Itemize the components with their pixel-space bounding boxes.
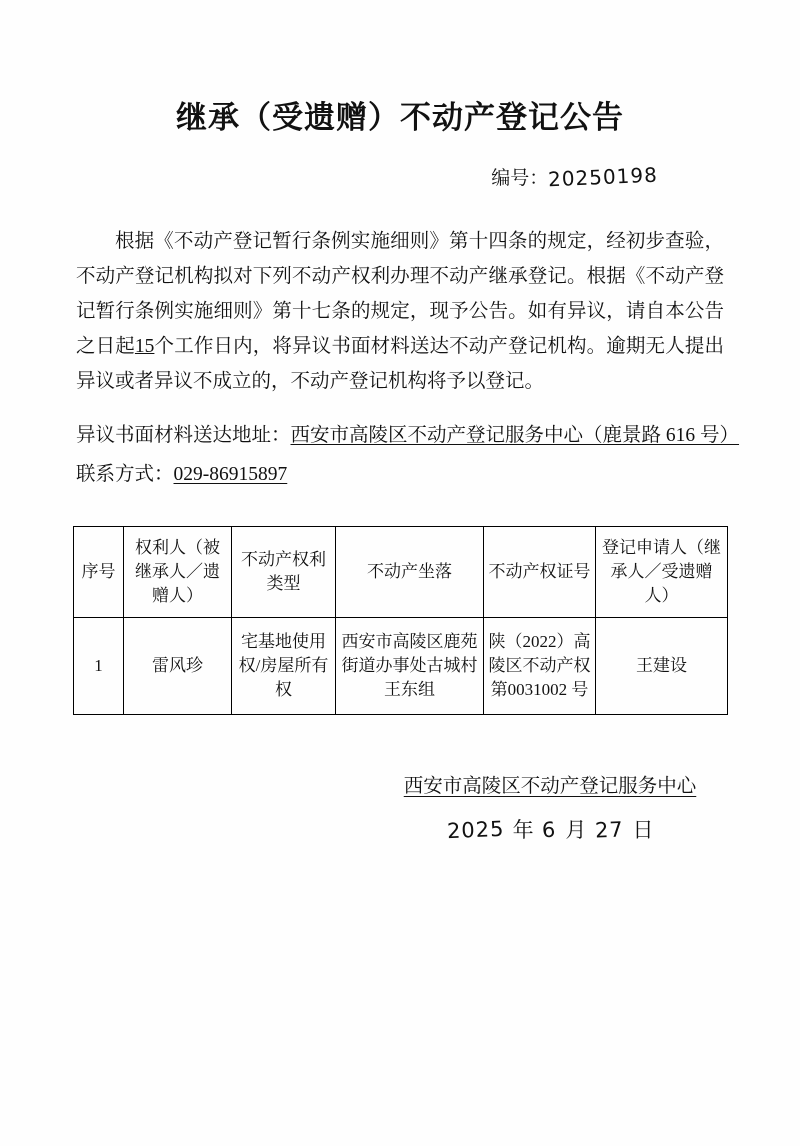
paragraph-part-1: 根据《不动产登记暂行条例实施细则》第十四条的规定，经初步查验，不动产登记机构拟对下列不动产权利办理不动产继承登记。根据《不动产登记暂行条例实施细则》第十七条的规定，现予公告。如有异议，请自本公告之日起 xyxy=(76,230,724,357)
cell-index: 1 xyxy=(74,618,124,715)
serial-number-row xyxy=(0,163,800,190)
table-header-row xyxy=(74,527,728,618)
signature-day-unit: 日 xyxy=(632,818,654,842)
column-header-applicant: 登记申请人（继承人／受遗赠人） xyxy=(596,527,728,618)
body-text-block xyxy=(76,190,740,492)
address-value: 西安市高陵区不动产登记服务中心（鹿景路 616 号） xyxy=(290,425,740,446)
column-header-index: 序号 xyxy=(74,527,124,618)
signature-block xyxy=(400,770,700,844)
address-label: 异议书面材料送达地址： xyxy=(76,425,291,446)
serial-number-label: 编号： xyxy=(491,168,549,189)
address-row xyxy=(76,418,740,453)
table-header xyxy=(74,527,728,618)
signature-date xyxy=(400,814,700,844)
signature-organization: 西安市高陵区不动产登记服务中心 xyxy=(403,776,697,797)
contact-row xyxy=(76,457,724,492)
cell-applicant: 王建设 xyxy=(596,618,728,715)
signature-year: 2025 xyxy=(446,816,505,844)
signature-month-unit: 月 xyxy=(565,818,587,842)
table-row xyxy=(74,618,728,715)
cell-right-holder: 雷风珍 xyxy=(124,618,232,715)
signature-year-unit: 年 xyxy=(512,818,534,842)
column-header-location: 不动产坐落 xyxy=(336,527,484,618)
contact-value: 029-86915897 xyxy=(173,464,288,485)
paragraph-part-2: 个工作日内，将异议书面材料送达不动产登记机构。逾期无人提出异议或者异议不成立的，不动产登记机构将予以登记。 xyxy=(76,335,724,392)
objection-days: 15 xyxy=(134,335,155,357)
registration-table-wrapper xyxy=(73,526,727,715)
main-paragraph xyxy=(76,224,724,399)
cell-certificate-no: 陕（2022）高陵区不动产权第0031002 号 xyxy=(484,618,596,715)
signature-day: 27 xyxy=(594,817,625,843)
serial-number-value: 20250198 xyxy=(547,162,659,192)
registration-table xyxy=(73,526,728,715)
column-header-right-holder: 权利人（被继承人／遗赠人） xyxy=(124,527,232,618)
table-body xyxy=(74,618,728,715)
cell-right-type: 宅基地使用权/房屋所有权 xyxy=(232,618,336,715)
contact-label: 联系方式： xyxy=(76,464,174,485)
page-title: 继承（受遗赠）不动产登记公告 xyxy=(176,100,624,135)
column-header-right-type: 不动产权利类型 xyxy=(232,527,336,618)
signature-month: 6 xyxy=(541,817,558,843)
cell-location: 西安市高陵区鹿苑街道办事处古城村王东组 xyxy=(336,618,484,715)
column-header-certificate-no: 不动产权证号 xyxy=(484,527,596,618)
